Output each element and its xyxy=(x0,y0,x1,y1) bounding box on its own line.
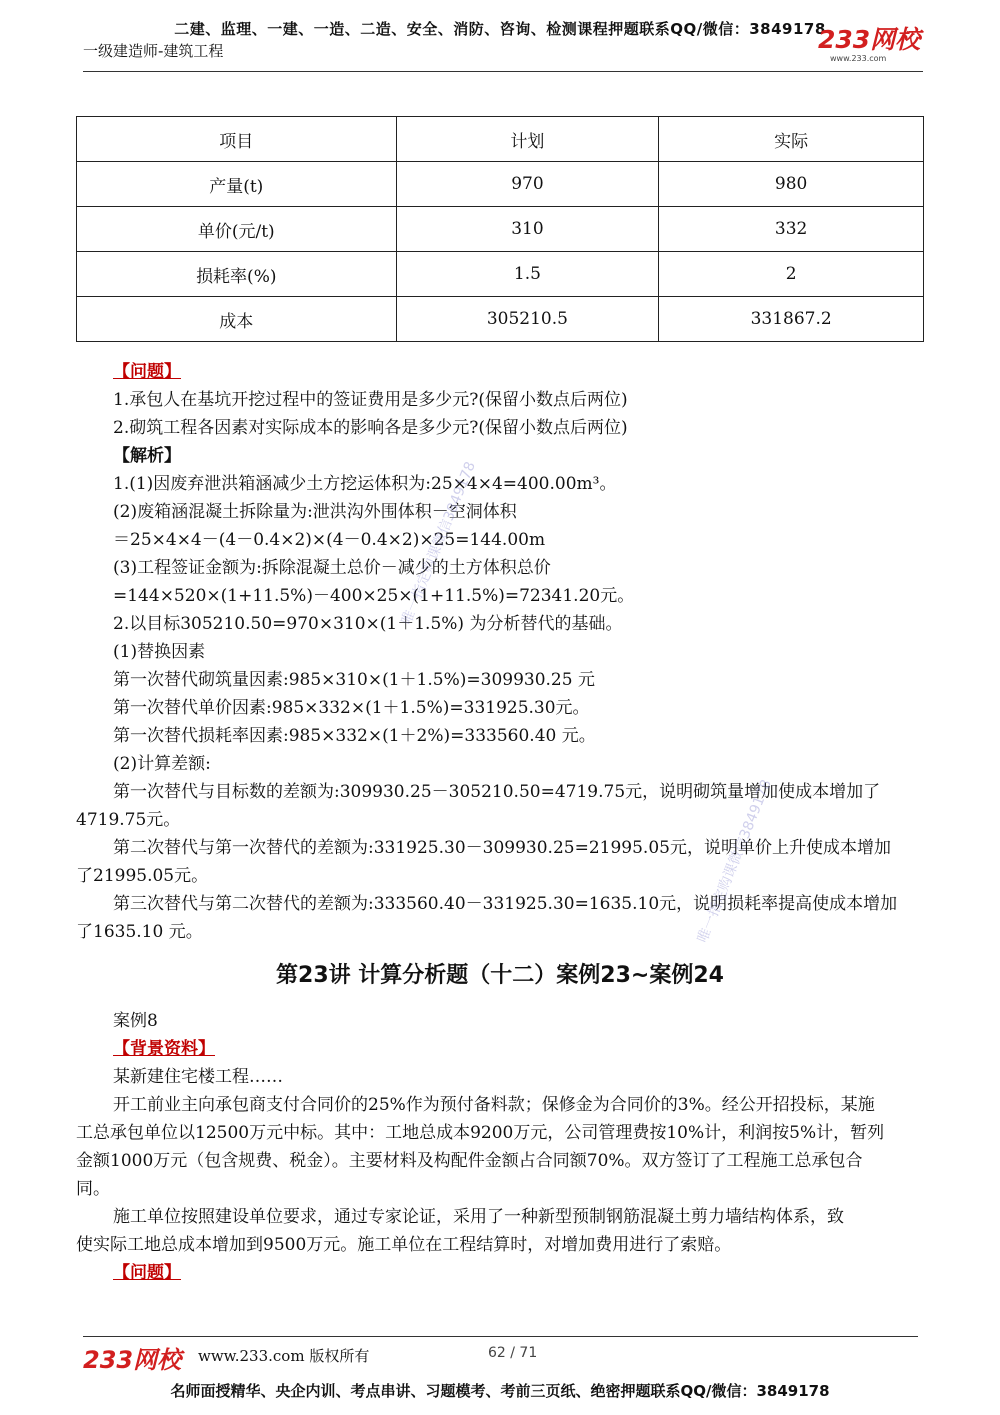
questions-and-analysis xyxy=(76,358,925,946)
case-label: 案例8 xyxy=(113,1011,158,1031)
case-paragraph-line: 使实际工地总成本增加到9500万元。施工单位在工程结算时，对增加费用进行了索赔。 xyxy=(76,1235,732,1255)
analysis-line: 第一次替代砌筑量因素:985×310×(1＋1.5%)=309930.25 元 xyxy=(113,670,595,690)
analysis-line: 第一次替代单价因素:985×332×(1＋1.5%)=331925.30元。 xyxy=(113,698,590,718)
table-cell: 332 xyxy=(659,207,924,252)
document-subject: 一级建造师-建筑工程 xyxy=(83,42,224,60)
analysis-line: (2)废箱涵混凝土拆除量为:泄洪沟外围体积－空洞体积 xyxy=(113,502,517,522)
copyright: www.233.com 版权所有 xyxy=(198,1347,370,1365)
bottom-banner: 名师面授精华、央企内训、考点串讲、习题模考、考前三页纸、绝密押题联系QQ/微信：3849178 xyxy=(170,1382,830,1400)
table-cell: 产量(t) xyxy=(77,162,397,207)
table-row xyxy=(77,297,924,342)
table-row xyxy=(77,162,924,207)
table-header-cell: 计划 xyxy=(396,117,659,162)
case-paragraph-line: 同。 xyxy=(76,1179,110,1199)
table-header-row xyxy=(77,117,924,162)
analysis-line: (2)计算差额: xyxy=(113,754,211,774)
table-cell: 970 xyxy=(396,162,659,207)
analysis-line: ＝25×4×4－(4－0.4×2)×(4－0.4×2)×25=144.00m xyxy=(113,530,546,550)
case-paragraph-line: 开工前业主向承包商支付合同价的25%作为预付备料款；保修金为合同价的3%。经公开招投标，某施 xyxy=(113,1095,875,1115)
case-paragraph-line: 金额1000万元（包含规费、税金）。主要材料及构配件金额占合同额70%。双方签订了工程施工总承包合 xyxy=(76,1151,863,1171)
difference-paragraph-3-cont: 了1635.10 元。 xyxy=(76,922,203,942)
watermark: 唯一指定购课微信3849178 xyxy=(694,777,775,946)
footer-logo: 233网校 xyxy=(83,1346,182,1374)
analysis-line: =144×520×(1+11.5%)－400×25×(1+11.5%)=72341.20元。 xyxy=(113,586,635,606)
difference-paragraph-1: 第一次替代与目标数的差额为:309930.25－305210.50=4719.75元，说明砌筑量增加使成本增加了 xyxy=(113,782,881,802)
table-header-cell: 项目 xyxy=(77,117,397,162)
difference-paragraph-2-cont: 了21995.05元。 xyxy=(76,866,209,886)
table-cell: 损耗率(%) xyxy=(77,252,397,297)
analysis-line: (3)工程签证金额为:拆除混凝土总价－减少的土方体积总价 xyxy=(113,558,551,578)
questions-heading: 【问题】 xyxy=(113,362,181,382)
table-cell: 单价(元/t) xyxy=(77,207,397,252)
question-item: 2.砌筑工程各因素对实际成本的影响各是多少元?(保留小数点后两位) xyxy=(113,418,628,438)
lecture-title: 第23讲 计算分析题（十二）案例23~案例24 xyxy=(276,963,724,988)
table-cell: 980 xyxy=(659,162,924,207)
header-divider xyxy=(83,71,923,72)
case-intro: 某新建住宅楼工程…… xyxy=(113,1067,283,1087)
case-paragraph-line: 工总承包单位以12500万元中标。其中：工地总成本9200万元，公司管理费按10%计，利润按5%计，暂列 xyxy=(76,1123,885,1143)
difference-paragraph-2: 第二次替代与第一次替代的差额为:331925.30－309930.25=21995.05元，说明单价上升使成本增加 xyxy=(113,838,891,858)
analysis-line: (1)替换因素 xyxy=(113,642,206,662)
table-cell: 1.5 xyxy=(396,252,659,297)
table-header-cell: 实际 xyxy=(659,117,924,162)
footer-divider xyxy=(83,1336,918,1337)
table-cell: 成本 xyxy=(77,297,397,342)
table-cell: 331867.2 xyxy=(659,297,924,342)
analysis-line: 1.(1)因废弃泄洪箱涵减少土方挖运体积为:25×4×4=400.00m³。 xyxy=(113,474,617,494)
watermark: 唯一指定购课微信3849178 xyxy=(398,459,479,628)
analysis-heading: 【解析】 xyxy=(113,446,181,466)
case-question-heading: 【问题】 xyxy=(113,1263,181,1283)
table-cell: 305210.5 xyxy=(396,297,659,342)
table-cell: 310 xyxy=(396,207,659,252)
table-cell: 2 xyxy=(659,252,924,297)
brand-logo-text: 233网校 xyxy=(818,25,921,54)
table-row xyxy=(77,252,924,297)
background-heading: 【背景资料】 xyxy=(113,1039,215,1059)
analysis-line: 2.以目标305210.50=970×310×(1＋1.5%) 为分析替代的基础。 xyxy=(113,614,623,634)
case-section xyxy=(76,1007,925,1287)
brand-logo xyxy=(818,26,928,70)
difference-paragraph-3: 第三次替代与第二次替代的差额为:333560.40－331925.30=1635.10元，说明损耗率提高使成本增加 xyxy=(113,894,898,914)
difference-paragraph-1-cont: 4719.75元。 xyxy=(76,810,181,830)
question-item: 1.承包人在基坑开挖过程中的签证费用是多少元?(保留小数点后两位) xyxy=(113,390,628,410)
page-number: 62 / 71 xyxy=(488,1345,538,1361)
brand-logo-url: www.233.com xyxy=(830,54,887,63)
case-paragraph-line: 施工单位按照建设单位要求，通过专家论证，采用了一种新型预制钢筋混凝土剪力墙结构体系，致 xyxy=(113,1207,844,1227)
cost-comparison-table xyxy=(76,116,924,342)
top-banner: 二建、监理、一建、一造、二造、安全、消防、咨询、检测课程押题联系QQ/微信：3849178 xyxy=(174,20,826,38)
table-row xyxy=(77,207,924,252)
analysis-line: 第一次替代损耗率因素:985×332×(1＋2%)=333560.40 元。 xyxy=(113,726,596,746)
